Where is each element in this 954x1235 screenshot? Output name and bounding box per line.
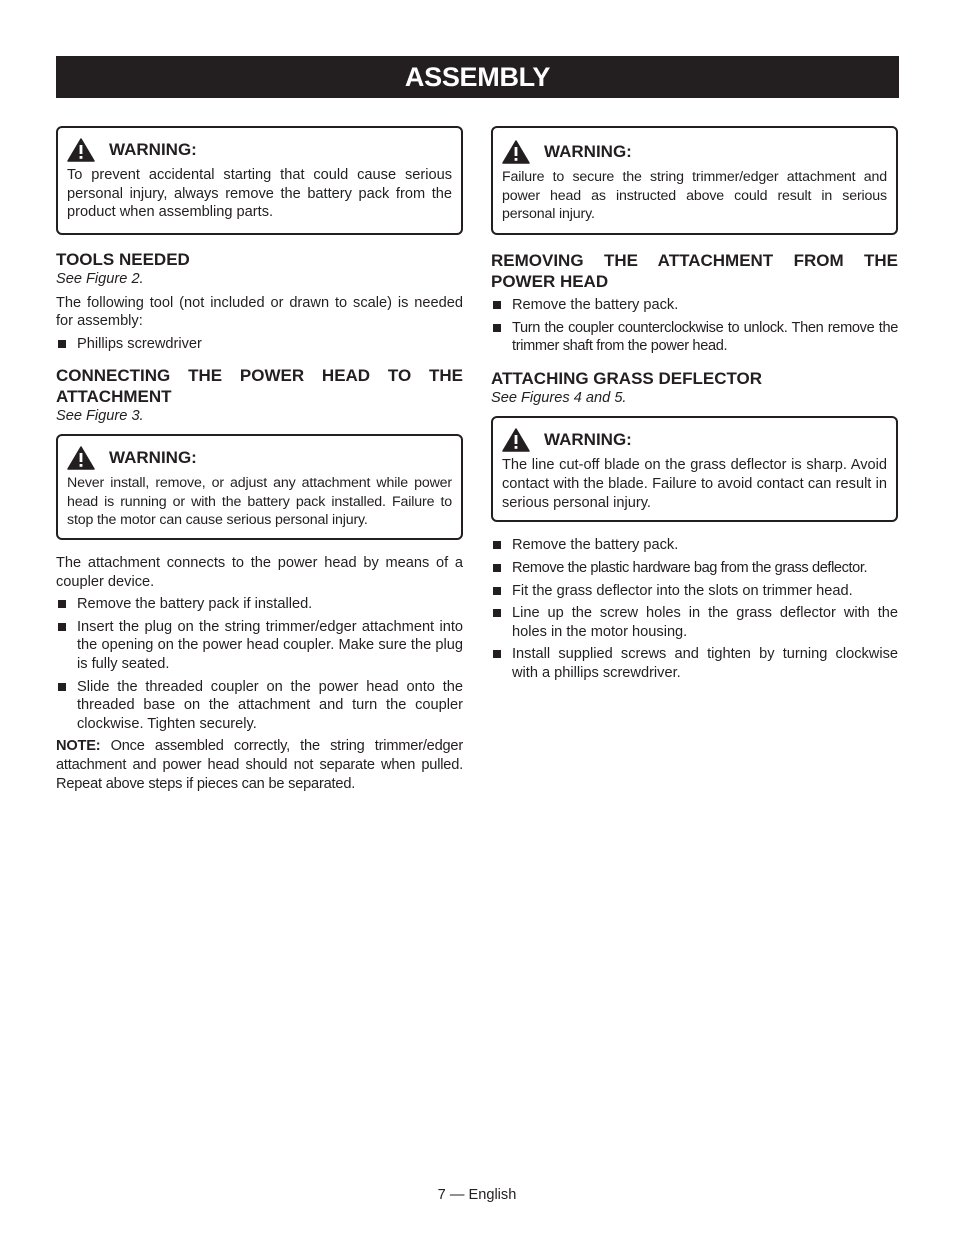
removing-heading: REMOVING THE ATTACHMENT FROM THE POWER HEAD	[491, 251, 898, 291]
page-footer: 7 — English	[437, 1187, 517, 1203]
list-item: Slide the threaded coupler on the power head onto the threaded base on the attachment and turn the coupler clockwise. Tighten securely.	[56, 678, 463, 734]
warning-text: Failure to secure the string trimmer/edger attachment and power head as instructed above could result in serious personal injury.	[502, 169, 887, 223]
list-item: Insert the plug on the string trimmer/edger attachment into the opening on the power head coupler. Make sure the plug is fully seated.	[56, 618, 463, 674]
bullet-square-icon	[58, 683, 66, 691]
warning-title: WARNING:	[109, 447, 197, 467]
warning-triangle-icon	[502, 140, 530, 164]
warning-box	[56, 434, 463, 540]
deflector-steps	[491, 536, 898, 682]
warning-box	[491, 126, 898, 235]
warning-text: The line cut-off blade on the grass deflector is sharp. Avoid contact with the blade. Failure to avoid contact can result in serious personal injury.	[502, 457, 887, 511]
right-column	[491, 126, 898, 683]
warning-triangle-icon	[67, 138, 95, 162]
figure-reference: See Figure 2.	[56, 271, 144, 287]
warning-title: WARNING:	[544, 430, 632, 450]
connecting-heading: CONNECTING THE POWER HEAD TO THE ATTACHMENT	[56, 366, 463, 407]
note-paragraph	[56, 737, 463, 793]
bullet-square-icon	[58, 600, 66, 608]
list-item: Remove the battery pack if installed.	[56, 595, 463, 614]
warning-title: WARNING:	[109, 139, 197, 159]
connecting-text: The attachment connects to the power head by means of a coupler device.	[56, 554, 463, 590]
warning-header	[67, 444, 452, 472]
tools-text: The following tool (not included or drawn to scale) is needed for assembly:	[56, 294, 463, 330]
tools-needed-heading: TOOLS NEEDED	[56, 250, 190, 269]
bullet-square-icon	[493, 564, 501, 572]
warning-box	[56, 126, 463, 235]
bullet-square-icon	[493, 609, 501, 617]
list-item: Fit the grass deflector into the slots on trimmer head.	[491, 582, 898, 601]
list-item: Remove the plastic hardware bag from the grass deflector.	[491, 559, 898, 578]
note-label: NOTE:	[56, 738, 101, 755]
list-item: Phillips screwdriver	[56, 335, 463, 354]
note-text: Once assembled correctly, the string trimmer/edger attachment and power head should not separate when pulled. Repeat above steps if pieces can be separated.	[56, 738, 463, 792]
warning-text: To prevent accidental starting that could cause serious personal injury, always remove the battery pack from the product when assembling parts.	[67, 167, 452, 221]
warning-title: WARNING:	[544, 141, 632, 161]
list-item: Install supplied screws and tighten by turning clockwise with a phillips screwdriver.	[491, 645, 898, 682]
bullet-square-icon	[58, 340, 66, 348]
warning-text: Never install, remove, or adjust any attachment while power head is running or with the battery pack installed. Failure to stop the motor can cause serious personal injury.	[67, 474, 452, 529]
bullet-square-icon	[493, 587, 501, 595]
list-item: Line up the screw holes in the grass deflector with the holes in the motor housing.	[491, 604, 898, 641]
bullet-square-icon	[493, 324, 501, 332]
warning-triangle-icon	[502, 428, 530, 452]
bullet-square-icon	[493, 650, 501, 658]
warning-header	[502, 426, 887, 454]
section-banner: ASSEMBLY	[56, 56, 899, 98]
figure-reference: See Figure 3.	[56, 408, 144, 425]
bullet-square-icon	[493, 541, 501, 549]
grass-deflector-heading: ATTACHING GRASS DEFLECTOR	[491, 368, 763, 388]
removing-steps	[491, 296, 898, 356]
warning-triangle-icon	[67, 446, 95, 470]
list-item: Remove the battery pack.	[491, 296, 898, 315]
list-item: Turn the coupler counterclockwise to unlock. Then remove the trimmer shaft from the power head.	[491, 319, 898, 356]
left-column	[56, 126, 463, 793]
list-item: Remove the battery pack.	[491, 536, 898, 555]
warning-header	[67, 136, 452, 164]
warning-box	[491, 416, 898, 522]
bullet-square-icon	[58, 623, 66, 631]
figure-reference: See Figures 4 and 5.	[491, 389, 627, 406]
connecting-steps	[56, 595, 463, 733]
warning-header	[502, 138, 887, 166]
tools-list	[56, 335, 463, 354]
bullet-square-icon	[493, 301, 501, 309]
